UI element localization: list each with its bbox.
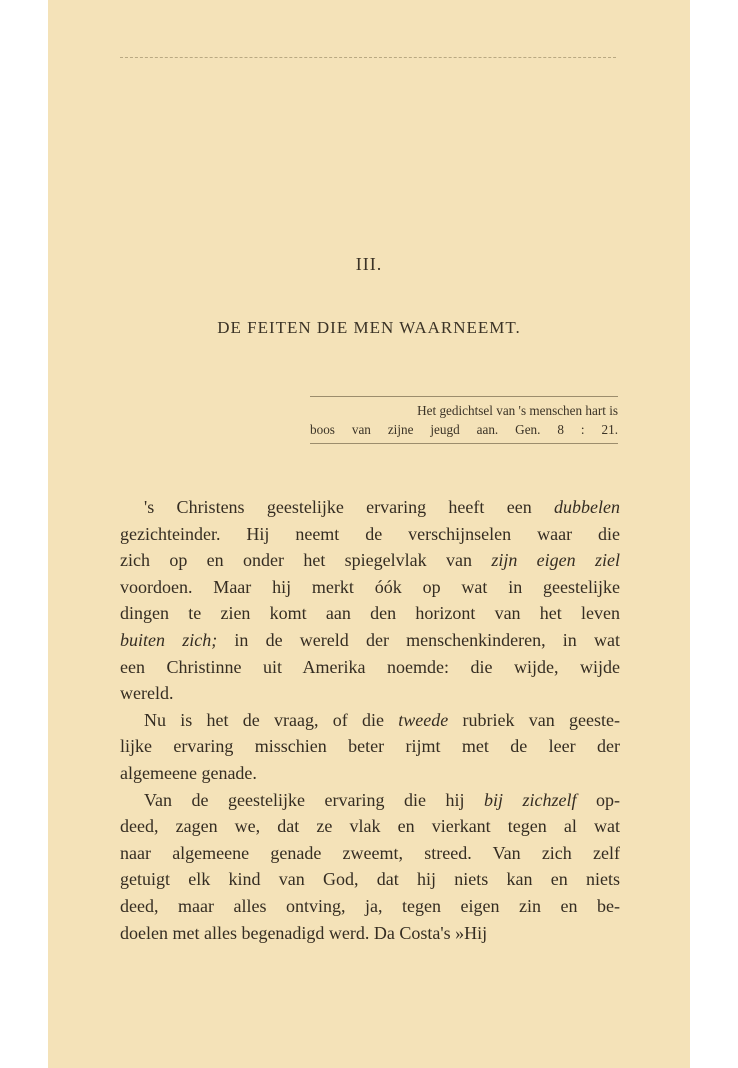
- text-line: wereld.: [120, 683, 174, 704]
- chapter-number: III.: [355, 254, 383, 274]
- chapter-title: DE FEITEN DIE MEN WAARNEEMT.: [217, 318, 521, 337]
- epigraph-line-1: Het gedichtsel van 's menschen hart is: [417, 403, 618, 418]
- text-line: buiten zich; in de wereld der menschenkinderen, in wat: [120, 629, 620, 650]
- epigraph-line-2: boos van zijne jeugd aan. Gen. 8 : 21.: [310, 422, 618, 437]
- text-line: Van de geestelijke ervaring die hij bij zichzelf op-: [144, 789, 620, 810]
- epigraph: [310, 396, 618, 444]
- paragraph: [120, 494, 620, 707]
- italic-emphasis: dubbelen: [554, 497, 620, 517]
- text-line: een Christinne uit Amerika noemde: die wijde, wijde: [120, 656, 620, 677]
- text-line: doelen met alles begenadigd werd. Da Costa's »Hij: [120, 922, 488, 943]
- text-line: zich op en onder het spiegelvlak van zijn eigen ziel: [120, 550, 620, 571]
- text-line: getuigt elk kind van God, dat hij niets kan en niets: [120, 869, 620, 890]
- text-line: 's Christens geestelijke ervaring heeft een dubbelen: [144, 497, 620, 517]
- italic-emphasis: bij zichzelf: [483, 789, 577, 810]
- paragraph: [120, 707, 620, 787]
- text-line: naar algemeene genade zweemt, streed. Van zich zelf: [120, 842, 620, 863]
- text-line: lijke ervaring misschien beter rijmt met de leer der: [120, 736, 620, 757]
- header-rule: [120, 57, 616, 58]
- text-line: voordoen. Maar hij merkt óók op wat in geestelijke: [120, 576, 620, 597]
- italic-emphasis: buiten zich;: [120, 629, 218, 650]
- text-line: Nu is het de vraag, of die tweede rubriek van geeste-: [144, 709, 620, 730]
- paragraph: [120, 787, 620, 947]
- text-line: deed, maar alles ontving, ja, tegen eigen zin en be-: [120, 895, 620, 916]
- text-line: algemeene genade.: [120, 762, 257, 783]
- body-text: [120, 494, 620, 946]
- italic-emphasis: zijn eigen ziel: [491, 550, 620, 571]
- italic-emphasis: tweede: [398, 709, 449, 730]
- text-line: gezichteinder. Hij neemt de verschijnselen waar die: [120, 523, 620, 544]
- text-line: deed, zagen we, dat ze vlak en vierkant tegen al wat: [120, 816, 620, 837]
- book-page: [48, 0, 690, 1068]
- text-line: dingen te zien komt aan den horizont van het leven: [120, 603, 620, 624]
